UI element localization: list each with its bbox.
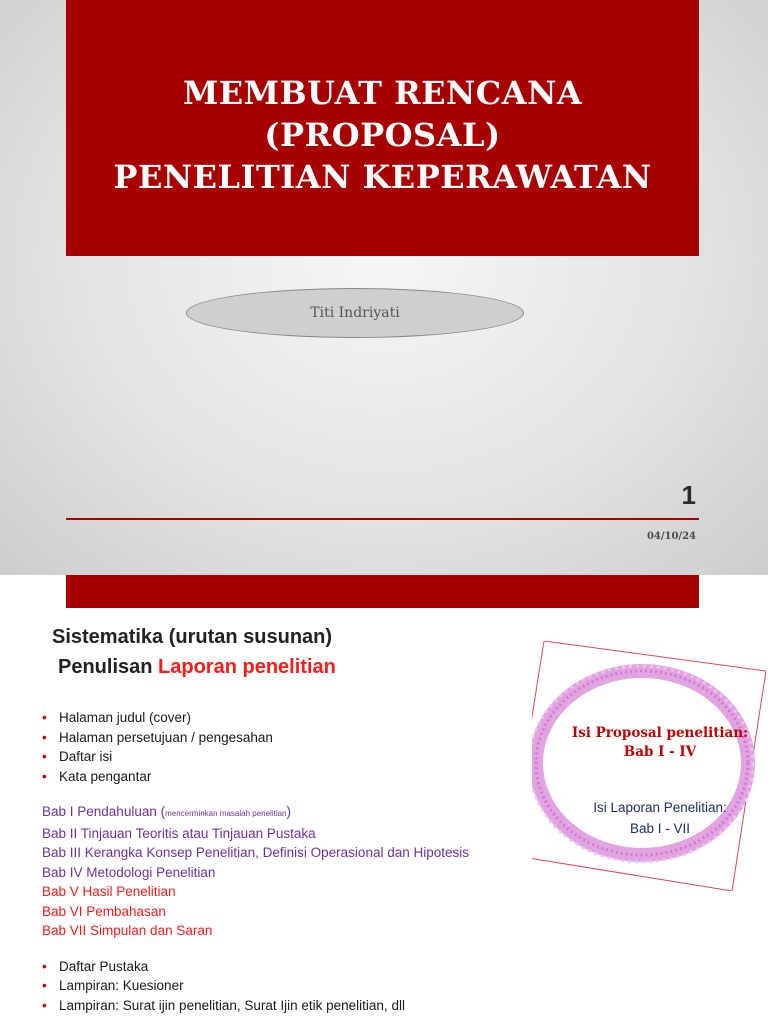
list-item: • Kata pengantar <box>42 768 152 784</box>
title-line-1: MEMBUAT RENCANA (PROPOSAL) <box>182 74 583 154</box>
content-slide <box>0 575 768 1024</box>
heading-highlight: Laporan penelitian <box>158 656 336 678</box>
list-item: • Daftar isi <box>42 749 113 764</box>
slide-date: 04/10/24 <box>646 531 696 542</box>
author-name: Titi Indriyati <box>310 305 400 321</box>
title-banner <box>66 0 699 256</box>
heading-line-1: Sistematika (urutan susunan) <box>52 626 333 648</box>
slide-title <box>66 72 699 198</box>
title-line-2: PENELITIAN KEPERAWATAN <box>113 158 652 196</box>
bab-1: Bab I Pendahuluan (mencerminkan masalah penelitian) <box>42 804 292 819</box>
list-item: • Daftar Pustaka <box>42 958 149 974</box>
bab-6: Bab VI Pembahasan <box>42 903 166 919</box>
highlight-frame <box>510 641 766 891</box>
bab-2: Bab II Tinjauan Teoritis atau Tinjauan Pustaka <box>42 825 316 841</box>
list-item: • Lampiran: Kuesioner <box>42 978 184 993</box>
proposal-note: Isi Proposal penelitian: Bab I - IV <box>571 725 749 760</box>
top-red-band <box>66 575 699 608</box>
footer-divider <box>66 518 699 520</box>
bab-4: Bab IV Metodologi Penelitian <box>42 864 216 880</box>
list-item: • Halaman judul (cover) <box>42 710 192 725</box>
slide-heading <box>52 622 336 682</box>
bab-3: Bab III Kerangka Konsep Penelitian, Definisi Operasional dan Hipotesis <box>42 845 470 860</box>
heading-line-2: Penulisan Laporan penelitian <box>58 656 336 678</box>
laporan-note: Isi Laporan Penelitian: Bab I - VII <box>593 800 727 836</box>
list-item: • Lampiran: Surat ijin penelitian, Surat Ijin etik penelitian, dll <box>42 997 405 1013</box>
slide-number: 1 <box>681 480 696 510</box>
list-item: • Halaman persetujuan / pengesahan <box>42 729 273 745</box>
bab-5: Bab V Hasil Penelitian <box>42 884 176 899</box>
structure-list <box>42 708 469 1015</box>
bab-7: Bab VII Simpulan dan Saran <box>42 923 213 938</box>
